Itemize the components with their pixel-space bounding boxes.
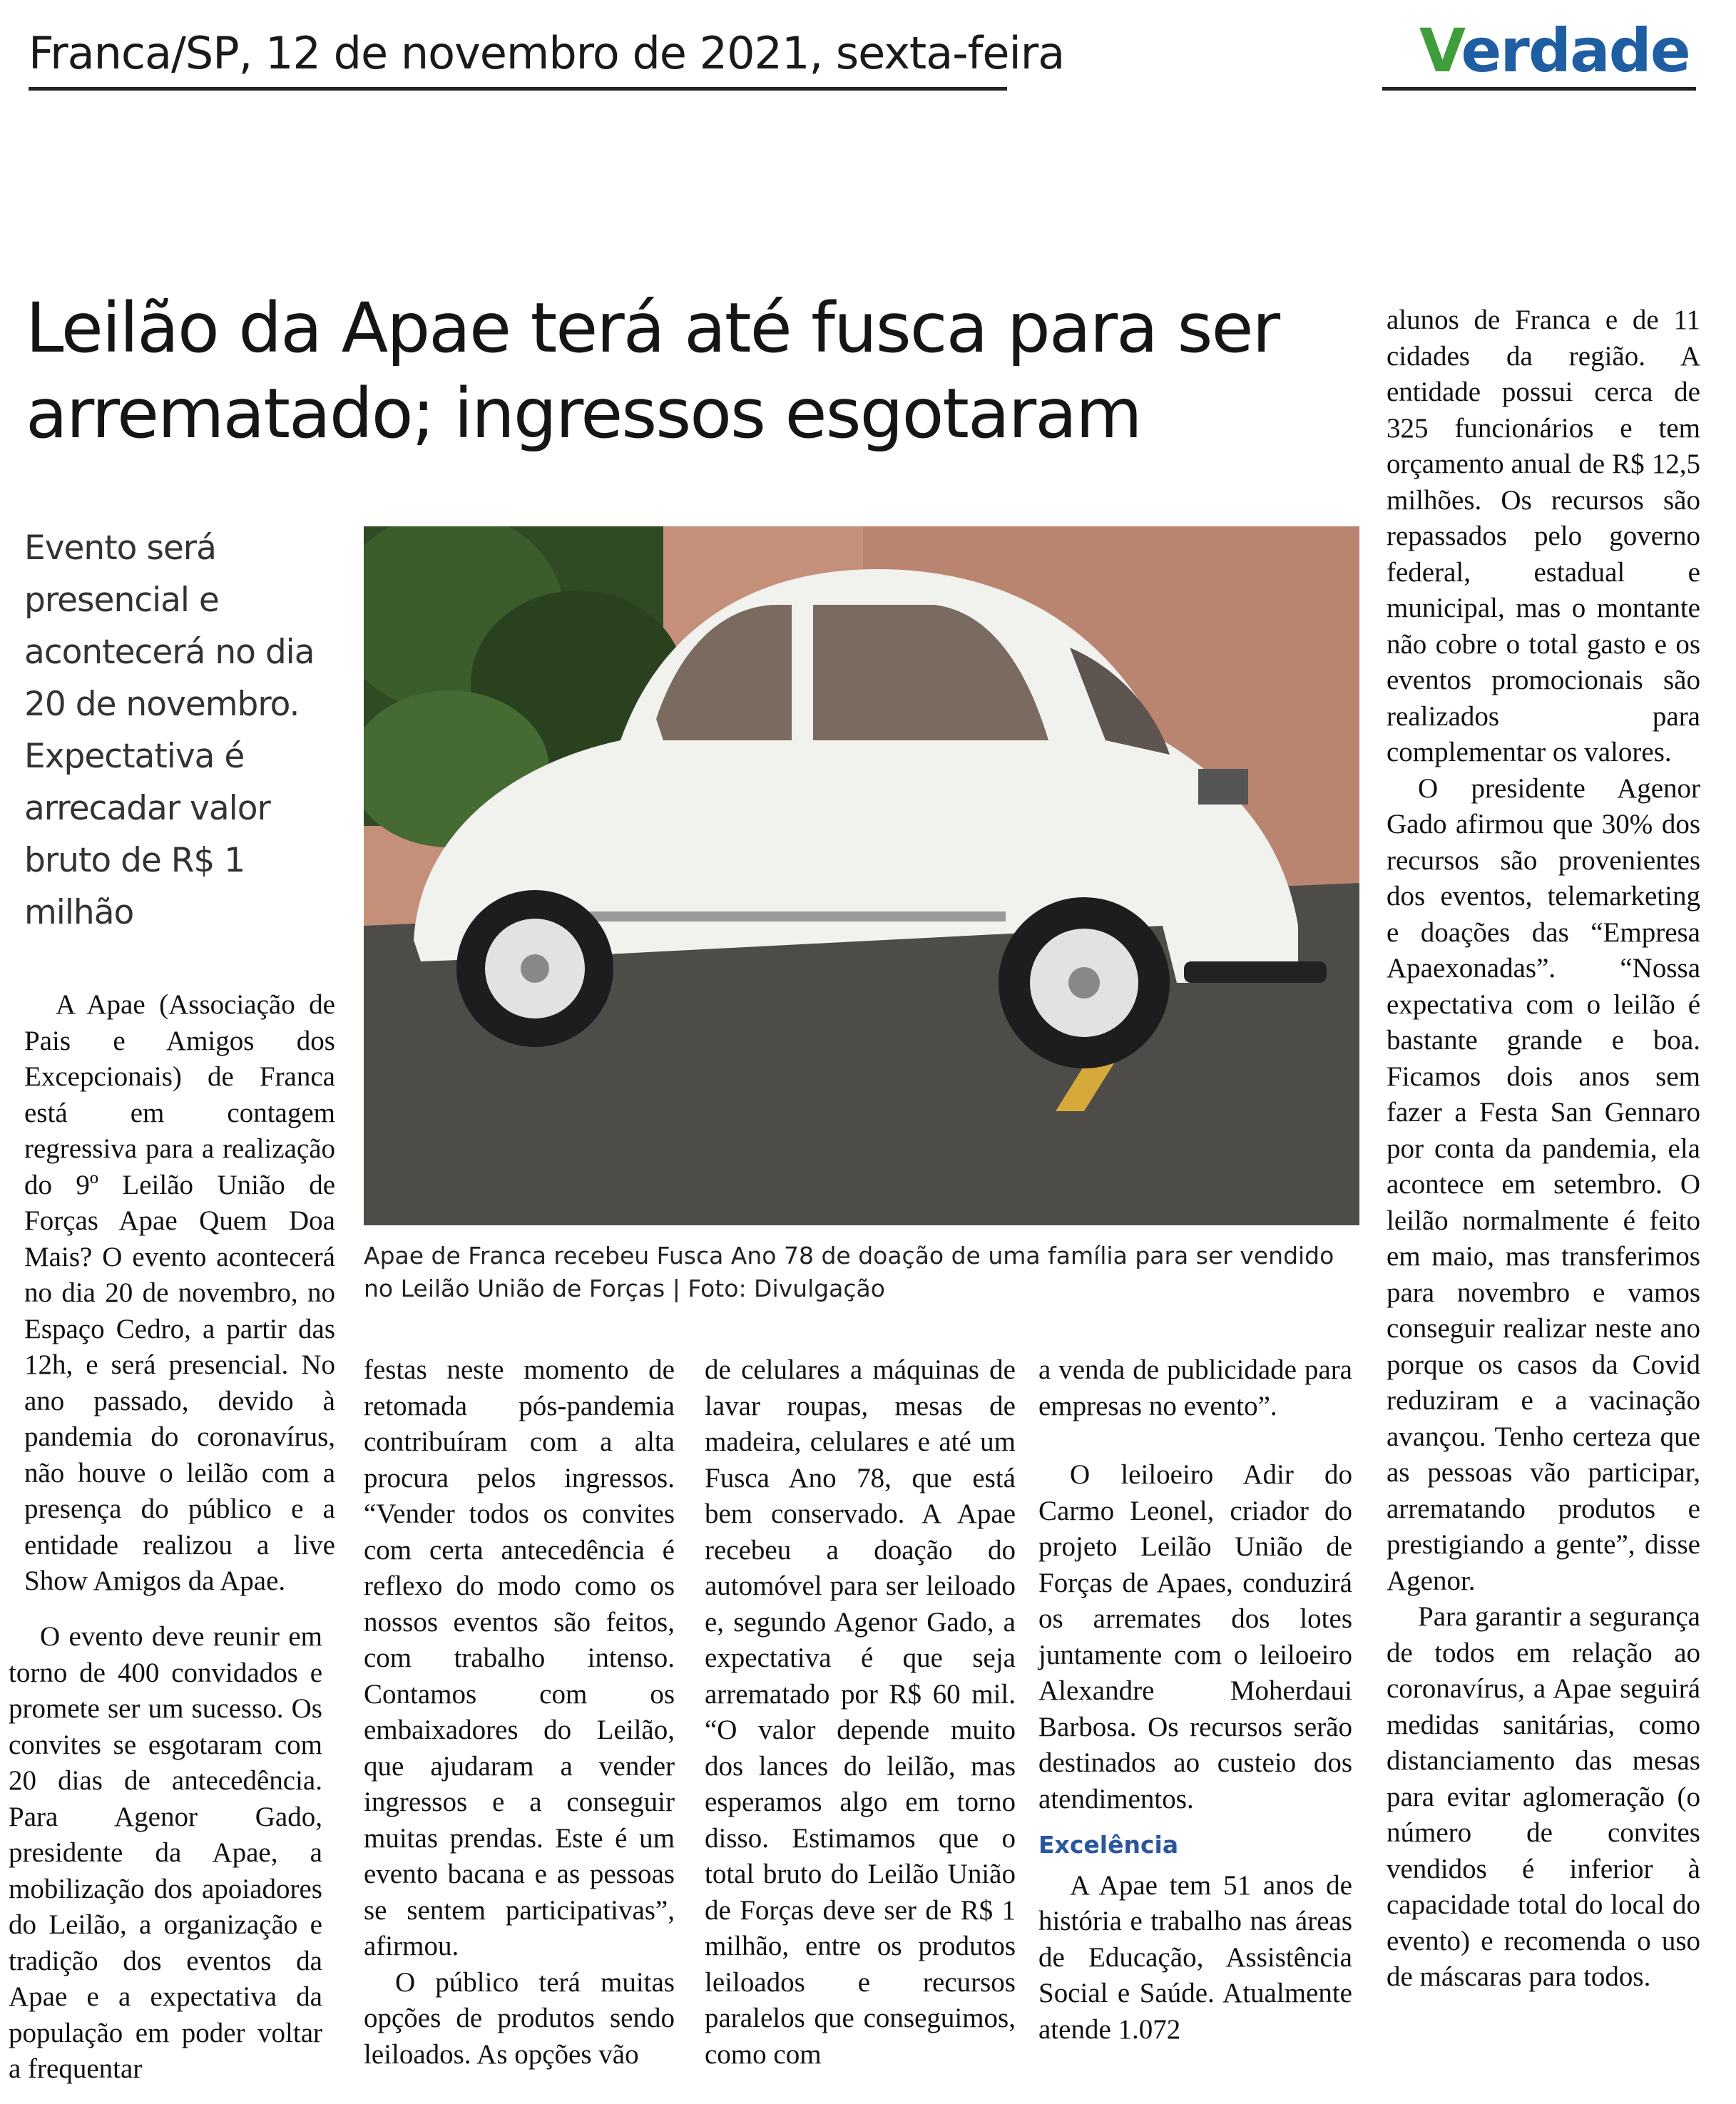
- column-3: [705, 1352, 1016, 2073]
- paragraph: A Apae (Associação de Pais e Amigos dos Excepcionais) de Franca está em contagem regressiva para a realização do 9º Leilão União de Forças Apae Quem Doa Mais? O evento acontecerá no dia 20 de novembro, no Espaço Cedro, a partir das 12h, e será presencial. No ano passado, devido à pandemia do coronavírus, não houve o leilão com a presença do público e a entidade realizou a live Show Amigos da Apae.: [24, 989, 335, 1596]
- column-1-top: [24, 987, 335, 1600]
- header-rule-right: [1382, 87, 1696, 91]
- column-1-bottom: [9, 1619, 322, 2088]
- paragraph: O evento deve reunir em torno de 400 convidados e promete ser um sucesso. Os convites se esgotaram com 20 dias de antecedência. Para Agenor Gado, presidente da Apae, a mobilização dos apoiadores do Leilão, a organização e tradição dos eventos da Apae e a expectativa da população em poder voltar a frequentar: [9, 1621, 322, 2084]
- newspaper-logo: [1419, 16, 1690, 86]
- paragraph: Para garantir a segurança de todos em relação ao coronavírus, a Apae seguirá medidas sanitárias, como distanciamento das mesas para evitar aglomeração (o número de convites vendidos é inferior à capacidade total do local do evento) e recomenda o uso de máscaras para todos.: [1387, 1601, 1700, 1992]
- paragraph: O presidente Agenor Gado afirmou que 30% dos recursos são provenientes dos eventos, telemarketing e doações das “Empresa Apaexonadas”. “Nossa expectativa com o leilão é bastante grande e boa. Ficamos dois anos sem fazer a Festa San Gennaro por conta da pandemia, ela acontece em setembro. O leilão normalmente é feito em maio, mas transferimos para novembro e vamos conseguir realizar neste ano porque os casos da Covid reduziram e a vacinação avançou. Tenho certeza que as pessoas vão participar, arrematando produtos e prestigiando a gente”, disse Agenor.: [1387, 772, 1700, 1596]
- paragraph: alunos de Franca e de 11 cidades da região. A entidade possui cerca de 325 funcionários e tem orçamento anual de R$ 12,5 milhões. Os recursos são repassados pelo governo federal, estadual e municipal, mas o montante não cobre o total gasto e os eventos promocionais são realizados para complementar os valores.: [1387, 305, 1700, 767]
- paragraph: a venda de publicidade para empresas no evento”.: [1038, 1354, 1352, 1421]
- column-2: [364, 1352, 675, 2073]
- header-rule-left: [29, 87, 1007, 91]
- logo-check-v: V: [1419, 16, 1461, 86]
- column-5: [1387, 302, 1700, 1996]
- paragraph: A Apae tem 51 anos de história e trabalho nas áreas de Educação, Assistência Social e Saúde. Atualmente atende 1.072: [1038, 1869, 1352, 2045]
- photo-caption: Apae de Franca recebeu Fusca Ano 78 de doação de uma família para ser vendido no Leilão União de Forças | Foto: Divulgação: [364, 1242, 1334, 1302]
- fusca-photo: [364, 526, 1359, 1225]
- paragraph: O público terá muitas opções de produtos sendo leiloados. As opções vão: [364, 1966, 675, 2070]
- deck: Evento será presencial e acontecerá no dia 20 de novembro. Expectativa é arrecadar valor bruto de R$ 1 milhão: [24, 528, 315, 932]
- subheading-excelencia: Excelência: [1038, 1831, 1179, 1859]
- logo-text: erdade: [1461, 16, 1690, 86]
- paragraph: festas neste momento de retomada pós-pandemia contribuíram com a alta procura pelos ingressos. “Vender todos os convites com certa antecedência é reflexo do modo como os nossos eventos são feitos, com trabalho intenso. Contamos com os embaixadores do Leilão, que ajudaram a vender ingressos e a conseguir muitas prendas. Este é um evento bacana e as pessoas se sentem participativas”, afirmou.: [364, 1354, 675, 1961]
- dateline: Franca/SP, 12 de novembro de 2021, sexta-feira: [29, 27, 1065, 79]
- vw-beetle-photo-icon: [364, 526, 1359, 1225]
- column-4: [1038, 1352, 1352, 2048]
- paragraph: de celulares a máquinas de lavar roupas, mesas de madeira, celulares e até um Fusca Ano 78, que está bem conservado. A Apae recebeu a doação do automóvel para ser leiloado e, segundo Agenor Gado, a expectativa é que seja arrematado por R$ 60 mil. “O valor depende muito dos lances do leilão, mas esperamos algo em torno disso. Estimamos que o total bruto do Leilão União de Forças deve ser de R$ 1 milhão, entre os produtos leiloados e recursos paralelos que conseguimos, como com: [705, 1354, 1016, 2070]
- headline: Leilão da Apae terá até fusca para ser arrematado; ingressos esgotaram: [26, 288, 1280, 454]
- paragraph: O leiloeiro Adir do Carmo Leonel, criador do projeto Leilão União de Forças de Apaes, conduzirá os arremates dos lotes juntamente com o leiloeiro Alexandre Moherdaui Barbosa. Os recursos serão destinados ao custeio dos atendimentos.: [1038, 1459, 1352, 1814]
